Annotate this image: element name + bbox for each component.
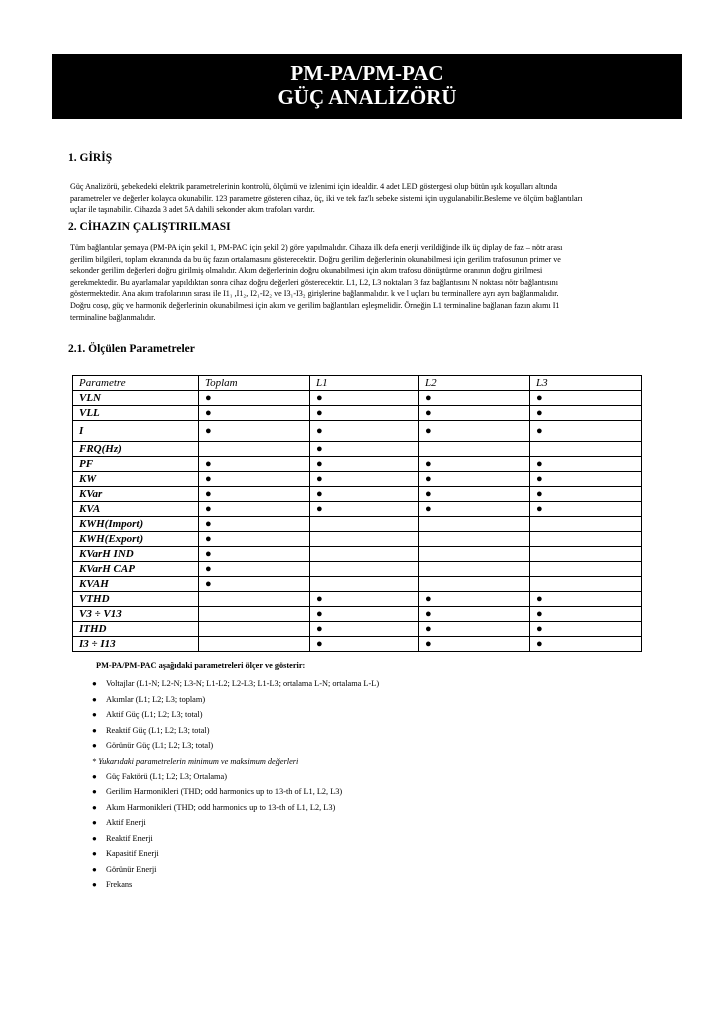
parameter-name: KVarH CAP <box>73 562 199 577</box>
list-item <box>92 880 652 889</box>
parameter-name: KWH(Import) <box>73 517 199 532</box>
measured-parameters-list <box>92 679 652 896</box>
bullet-icon: ● <box>92 787 97 796</box>
measured-dot: ● <box>310 502 419 517</box>
column-header: L3 <box>530 376 642 391</box>
parameter-name: KVar <box>73 487 199 502</box>
bullet-icon: ● <box>92 818 97 827</box>
measured-dot: ● <box>310 487 419 502</box>
list-item <box>92 818 652 827</box>
list-item-text: Reaktif Enerji <box>106 833 153 843</box>
table-row <box>73 622 642 637</box>
measured-dot: ● <box>419 406 530 421</box>
list-item-text: Aktif Güç (L1; L2; L3; total) <box>106 710 203 719</box>
measured-dot: ● <box>199 406 310 421</box>
parameter-name: FRQ(Hz) <box>73 442 199 457</box>
parameter-name: KVarH IND <box>73 547 199 562</box>
measured-dot: ● <box>199 577 310 592</box>
measured-dot: ● <box>419 622 530 637</box>
parameter-name: ITHD <box>73 622 199 637</box>
list-item-text: Frekans <box>106 880 133 889</box>
measured-dot: ● <box>419 592 530 607</box>
empty-cell <box>419 577 530 592</box>
operation-line: göstermektedir. Ana akım trafolarının sırası ile I1₁ ,I1₂, I2₁-I2₂ ve I3₁-I3₂ girişlerine bağlanmalıdır. k ve l uçları bu terminallere ayrı ayrı bağlanmalıdır. <box>70 289 559 299</box>
empty-cell <box>310 577 419 592</box>
measured-dot: ● <box>199 502 310 517</box>
section-heading-operation: 2. CİHAZIN ÇALIŞTIRILMASI <box>68 221 231 233</box>
bullet-icon: ● <box>92 833 97 843</box>
table-row <box>73 607 642 622</box>
bullet-icon: ● <box>92 802 97 812</box>
bullet-icon: ● <box>92 849 97 858</box>
bullet-icon: ● <box>92 880 97 889</box>
section-heading-parameters: 2.1. Ölçülen Parametreler <box>68 343 195 355</box>
document-title-banner <box>52 54 682 119</box>
table-row <box>73 547 642 562</box>
table-row <box>73 517 642 532</box>
measured-dot: ● <box>310 406 419 421</box>
measured-dot: ● <box>310 442 419 457</box>
measured-parameters-lead: PM-PA/PM-PAC aşağıdaki parametreleri ölçer ve gösterir: <box>96 661 306 670</box>
column-header: Parametre <box>73 376 199 391</box>
empty-cell <box>419 532 530 547</box>
measured-dot: ● <box>530 607 642 622</box>
measured-dot: ● <box>419 391 530 406</box>
list-item-text: Reaktif Güç (L1; L2; L3; total) <box>106 725 210 735</box>
table-row <box>73 487 642 502</box>
measured-dot: ● <box>530 421 642 442</box>
table-row <box>73 637 642 652</box>
empty-cell <box>530 442 642 457</box>
operation-line: gerekmektedir. Bu ayarlamalar yapıldıktan sonra cihaz doğru değerleri gösterecektir. L1, L2, L3 noktaları 3 faz bağlantısını N noktası nötr bağlantısını <box>70 277 558 287</box>
empty-cell <box>419 517 530 532</box>
empty-cell <box>419 547 530 562</box>
operation-line: sekonder gerilim değerleri doğru girilmiş olmalıdır. Akım değerlerinin doğru okunabilmesi için akım trafosu dönüştürme oranının doğru girilmesi <box>70 266 543 276</box>
empty-cell <box>530 577 642 592</box>
measured-dot: ● <box>310 637 419 652</box>
table-row <box>73 532 642 547</box>
list-item <box>92 803 652 812</box>
table-row <box>73 472 642 487</box>
list-item <box>92 772 652 781</box>
list-item-text: Kapasitif Enerji <box>106 849 159 858</box>
bullet-icon: ● <box>92 771 97 781</box>
measured-dot: ● <box>310 607 419 622</box>
measured-dot: ● <box>530 502 642 517</box>
bullet-icon: ● <box>92 710 97 719</box>
parameter-name: KVA <box>73 502 199 517</box>
table-row <box>73 457 642 472</box>
title-line-2: GÜÇ ANALİZÖRÜ <box>277 85 457 109</box>
measured-dot: ● <box>310 391 419 406</box>
table-row <box>73 421 642 442</box>
measured-dot: ● <box>310 472 419 487</box>
operation-paragraph <box>70 242 658 323</box>
empty-cell <box>310 547 419 562</box>
list-item-text: Görünür Güç (L1; L2; L3; total) <box>106 741 214 750</box>
column-header: Toplam <box>199 376 310 391</box>
table-row <box>73 502 642 517</box>
measured-dot: ● <box>199 487 310 502</box>
empty-cell <box>199 622 310 637</box>
bullet-icon: ● <box>92 725 97 735</box>
measured-dot: ● <box>530 622 642 637</box>
list-item-text: Aktif Enerji <box>106 818 146 827</box>
measured-dot: ● <box>199 547 310 562</box>
list-item-text: Güç Faktörü (L1; L2; L3; Ortalama) <box>106 771 227 781</box>
column-header: L1 <box>310 376 419 391</box>
table-row <box>73 442 642 457</box>
list-item-text: Akım Harmonikleri (THD; odd harmonics up to 13-th of L1, L2, L3) <box>106 802 336 812</box>
list-item <box>92 726 652 735</box>
empty-cell <box>310 517 419 532</box>
measured-dot: ● <box>419 421 530 442</box>
measured-dot: ● <box>199 517 310 532</box>
empty-cell <box>199 442 310 457</box>
measured-dot: ● <box>530 592 642 607</box>
list-item-text: Akımlar (L1; L2; L3; toplam) <box>106 694 206 704</box>
list-item <box>92 834 652 843</box>
measured-dot: ● <box>530 472 642 487</box>
empty-cell <box>199 592 310 607</box>
list-item <box>92 710 652 719</box>
measured-dot: ● <box>530 487 642 502</box>
empty-cell <box>530 547 642 562</box>
measured-dot: ● <box>419 607 530 622</box>
list-item-text: Gerilim Harmonikleri (THD; odd harmonics up to 13-th of L1, L2, L3) <box>106 787 343 796</box>
table-header-row <box>73 376 642 391</box>
measured-dot: ● <box>419 487 530 502</box>
bullet-icon: ● <box>92 864 97 874</box>
empty-cell <box>419 562 530 577</box>
column-header: L2 <box>419 376 530 391</box>
empty-cell <box>530 532 642 547</box>
measured-dot: ● <box>199 391 310 406</box>
table-row <box>73 577 642 592</box>
table-row <box>73 562 642 577</box>
list-item <box>92 679 652 688</box>
empty-cell <box>199 607 310 622</box>
operation-line: Tüm bağlantılar şemaya (PM-PA için şekil 1, PM-PAC için şekil 2) göre yapılmalıdır. Cihaza ilk defa enerji verildiğinde ilk üç diplay de faz – nötr arası <box>70 243 563 252</box>
measured-dot: ● <box>530 391 642 406</box>
list-item-text: Voltajlar (L1-N; L2-N; L3-N; L1-L2; L2-L3; L1-L3; ortalama L-N; ortalama L-L) <box>106 679 380 688</box>
parameter-name: KVAH <box>73 577 199 592</box>
list-item <box>92 849 652 858</box>
intro-line: parametreler ve değerler kolayca okunabilir. 123 parametre gösteren cihaz, üç, iki ve tek faz'lı sebeke sistemi için uygulanabilir.Besleme ve ölçüm bağlantıları <box>70 193 583 203</box>
minmax-note: * Yukarıdaki parametrelerin minimum ve maksimum değerleri <box>92 756 299 766</box>
empty-cell <box>530 517 642 532</box>
table-row <box>73 391 642 406</box>
parameter-name: VLN <box>73 391 199 406</box>
list-item-text: Görünür Enerji <box>106 864 157 874</box>
empty-cell <box>310 562 419 577</box>
measured-dot: ● <box>310 457 419 472</box>
parameter-name: I <box>73 421 199 442</box>
parameters-table <box>72 375 642 652</box>
measured-dot: ● <box>199 532 310 547</box>
operation-line: terminaline bağlanmalıdır. <box>70 312 156 322</box>
measured-dot: ● <box>310 421 419 442</box>
measured-dot: ● <box>530 406 642 421</box>
parameter-name: KW <box>73 472 199 487</box>
operation-line: Doğru cosφ, güç ve harmonik değerlerinin okunabilmesi için akım ve gerilim bağlantıları eşleşmelidir. Örneğin L1 terminaline bağlanan fazın akımı I1 <box>70 300 560 310</box>
parameter-name: V3 ÷ V13 <box>73 607 199 622</box>
table-row <box>73 406 642 421</box>
section-heading-intro: 1. GİRİŞ <box>68 152 113 164</box>
title-line-1: PM-PA/PM-PAC <box>290 61 444 85</box>
list-item <box>92 741 652 750</box>
measured-dot: ● <box>419 637 530 652</box>
measured-dot: ● <box>419 502 530 517</box>
bullet-icon: ● <box>92 694 97 704</box>
measured-dot: ● <box>310 622 419 637</box>
list-item <box>92 787 652 796</box>
list-item <box>92 695 652 704</box>
measured-dot: ● <box>199 457 310 472</box>
bullet-icon: ● <box>92 679 97 688</box>
measured-dot: ● <box>419 472 530 487</box>
empty-cell <box>419 442 530 457</box>
measured-dot: ● <box>199 472 310 487</box>
parameter-name: KWH(Export) <box>73 532 199 547</box>
parameter-name: PF <box>73 457 199 472</box>
empty-cell <box>199 637 310 652</box>
list-item <box>92 865 652 874</box>
measured-dot: ● <box>199 562 310 577</box>
intro-line: Güç Analizörü, şebekedeki elektrik parametrelerinin kontrolü, ölçümü ve izlenimi için idealdir. 4 adet LED göstergesi olup bütün ışık koşulları altında <box>70 182 558 191</box>
intro-line: uçlar ile taşınabilir. Cihazda 3 adet 5A dahili sekonder akım trafoları vardır. <box>70 205 315 215</box>
measured-dot: ● <box>310 592 419 607</box>
parameter-name: I3 ÷ I13 <box>73 637 199 652</box>
measured-dot: ● <box>530 457 642 472</box>
parameter-name: VLL <box>73 406 199 421</box>
parameter-name: VTHD <box>73 592 199 607</box>
measured-dot: ● <box>530 637 642 652</box>
operation-line: gerilim bilgileri, toplam ekranında da bu üç fazın ortalamasını gösterecektir. Doğru gerilim değerlerinin okunabilmesi için gerilim trafosunun primer ve <box>70 254 561 264</box>
measured-dot: ● <box>419 457 530 472</box>
empty-cell <box>310 532 419 547</box>
bullet-icon: ● <box>92 741 97 750</box>
intro-paragraph <box>70 181 658 216</box>
measured-dot: ● <box>199 421 310 442</box>
empty-cell <box>530 562 642 577</box>
table-row <box>73 592 642 607</box>
